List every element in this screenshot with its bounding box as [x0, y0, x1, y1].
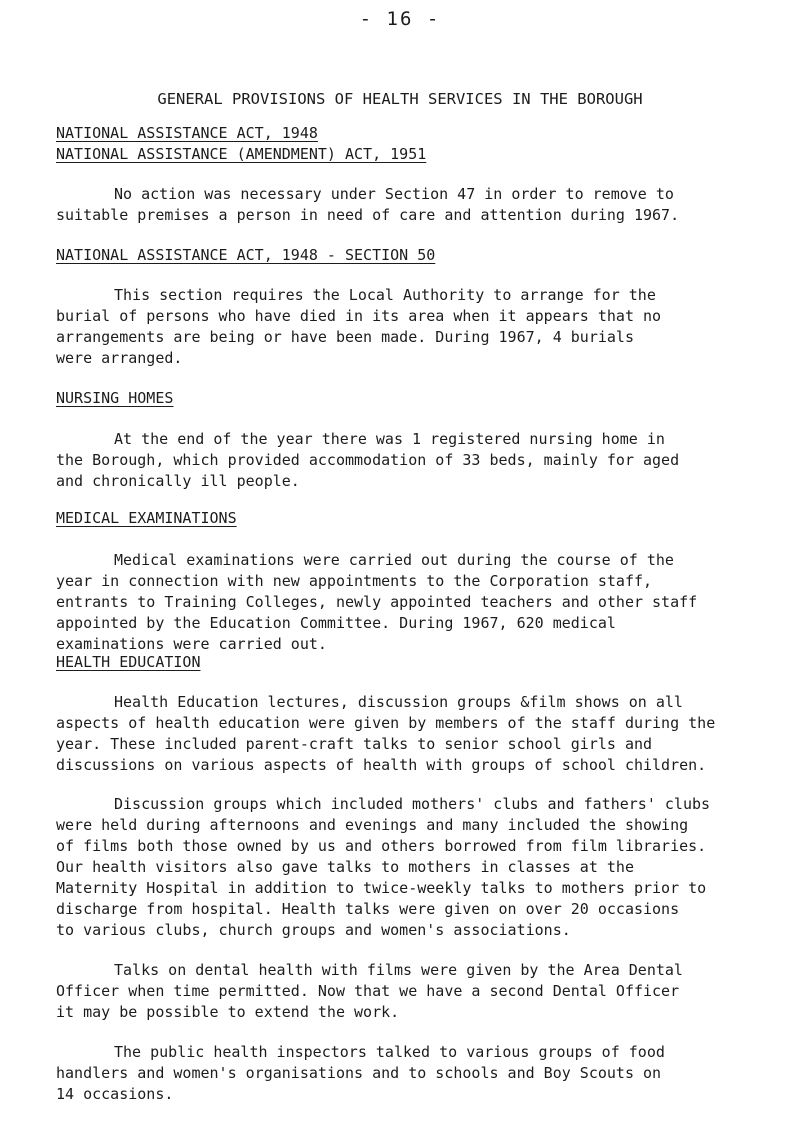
heading-medical-examinations: MEDICAL EXAMINATIONS — [56, 509, 237, 527]
text-line: the Borough, which provided accommodation of 33 beds, mainly for aged — [56, 451, 680, 469]
paragraph-nursing-homes — [56, 429, 746, 492]
text-line: suitable premises a person in need of care and attention during 1967. — [56, 206, 680, 224]
text-line: to various clubs, church groups and women's associations. — [56, 921, 571, 939]
text-line: of films both those owned by us and others borrowed from film libraries. — [56, 837, 707, 855]
paragraph-health-education-4 — [56, 1042, 746, 1105]
text-line: discussions on various aspects of health with groups of school children. — [56, 756, 707, 774]
paragraph-medical-examinations — [56, 550, 746, 655]
heading-national-assistance-amendment-act: NATIONAL ASSISTANCE (AMENDMENT) ACT, 1951 — [56, 145, 427, 163]
text-line: arrangements are being or have been made. During 1967, 4 burials — [56, 328, 634, 346]
paragraph-health-education-1 — [56, 692, 746, 776]
text-line: examinations were carried out. — [56, 635, 327, 653]
text-line: and chronically ill people. — [56, 472, 300, 490]
page-number: - 16 - — [359, 8, 441, 30]
text-line: were held during afternoons and evenings and many included the showing — [56, 816, 689, 834]
text-line: appointed by the Education Committee. During 1967, 620 medical — [56, 614, 616, 632]
text-line: The public health inspectors talked to various groups of food — [114, 1043, 665, 1061]
text-line: year. These included parent-craft talks to senior school girls and — [56, 735, 653, 753]
text-line: Maternity Hospital in addition to twice-weekly talks to mothers prior to — [56, 879, 707, 897]
paragraph-section-47 — [56, 184, 746, 226]
page-title: GENERAL PROVISIONS OF HEALTH SERVICES IN THE BOROUGH — [157, 90, 643, 108]
heading-national-assistance-act: NATIONAL ASSISTANCE ACT, 1948 — [56, 124, 318, 142]
text-line: No action was necessary under Section 47 in order to remove to — [114, 185, 674, 203]
text-line: discharge from hospital. Health talks were given on over 20 occasions — [56, 900, 680, 918]
text-line: Medical examinations were carried out during the course of the — [114, 551, 674, 569]
text-line: handlers and women's organisations and to schools and Boy Scouts on — [56, 1064, 662, 1082]
text-line: 14 occasions. — [56, 1085, 174, 1103]
text-line: it may be possible to extend the work. — [56, 1003, 400, 1021]
text-line: burial of persons who have died in its area when it appears that no — [56, 307, 662, 325]
text-line: aspects of health education were given by members of the staff during the — [56, 714, 716, 732]
heading-health-education: HEALTH EDUCATION — [56, 653, 201, 671]
text-line: Discussion groups which included mothers' clubs and fathers' clubs — [114, 795, 711, 813]
text-line: year in connection with new appointments to the Corporation staff, — [56, 572, 653, 590]
paragraph-burials — [56, 285, 746, 369]
text-line: Officer when time permitted. Now that we have a second Dental Officer — [56, 982, 680, 1000]
text-line: This section requires the Local Authority to arrange for the — [114, 286, 656, 304]
text-line: were arranged. — [56, 349, 183, 367]
text-line: Talks on dental health with films were given by the Area Dental — [114, 961, 683, 979]
heading-section-50: NATIONAL ASSISTANCE ACT, 1948 - SECTION 50 — [56, 246, 436, 264]
text-line: At the end of the year there was 1 registered nursing home in — [114, 430, 665, 448]
paragraph-health-education-3 — [56, 960, 746, 1023]
text-line: Health Education lectures, discussion groups &film shows on all — [114, 693, 683, 711]
text-line: Our health visitors also gave talks to mothers in classes at the — [56, 858, 634, 876]
heading-nursing-homes: NURSING HOMES — [56, 389, 174, 407]
text-line: entrants to Training Colleges, newly appointed teachers and other staff — [56, 593, 698, 611]
paragraph-health-education-2 — [56, 794, 746, 941]
